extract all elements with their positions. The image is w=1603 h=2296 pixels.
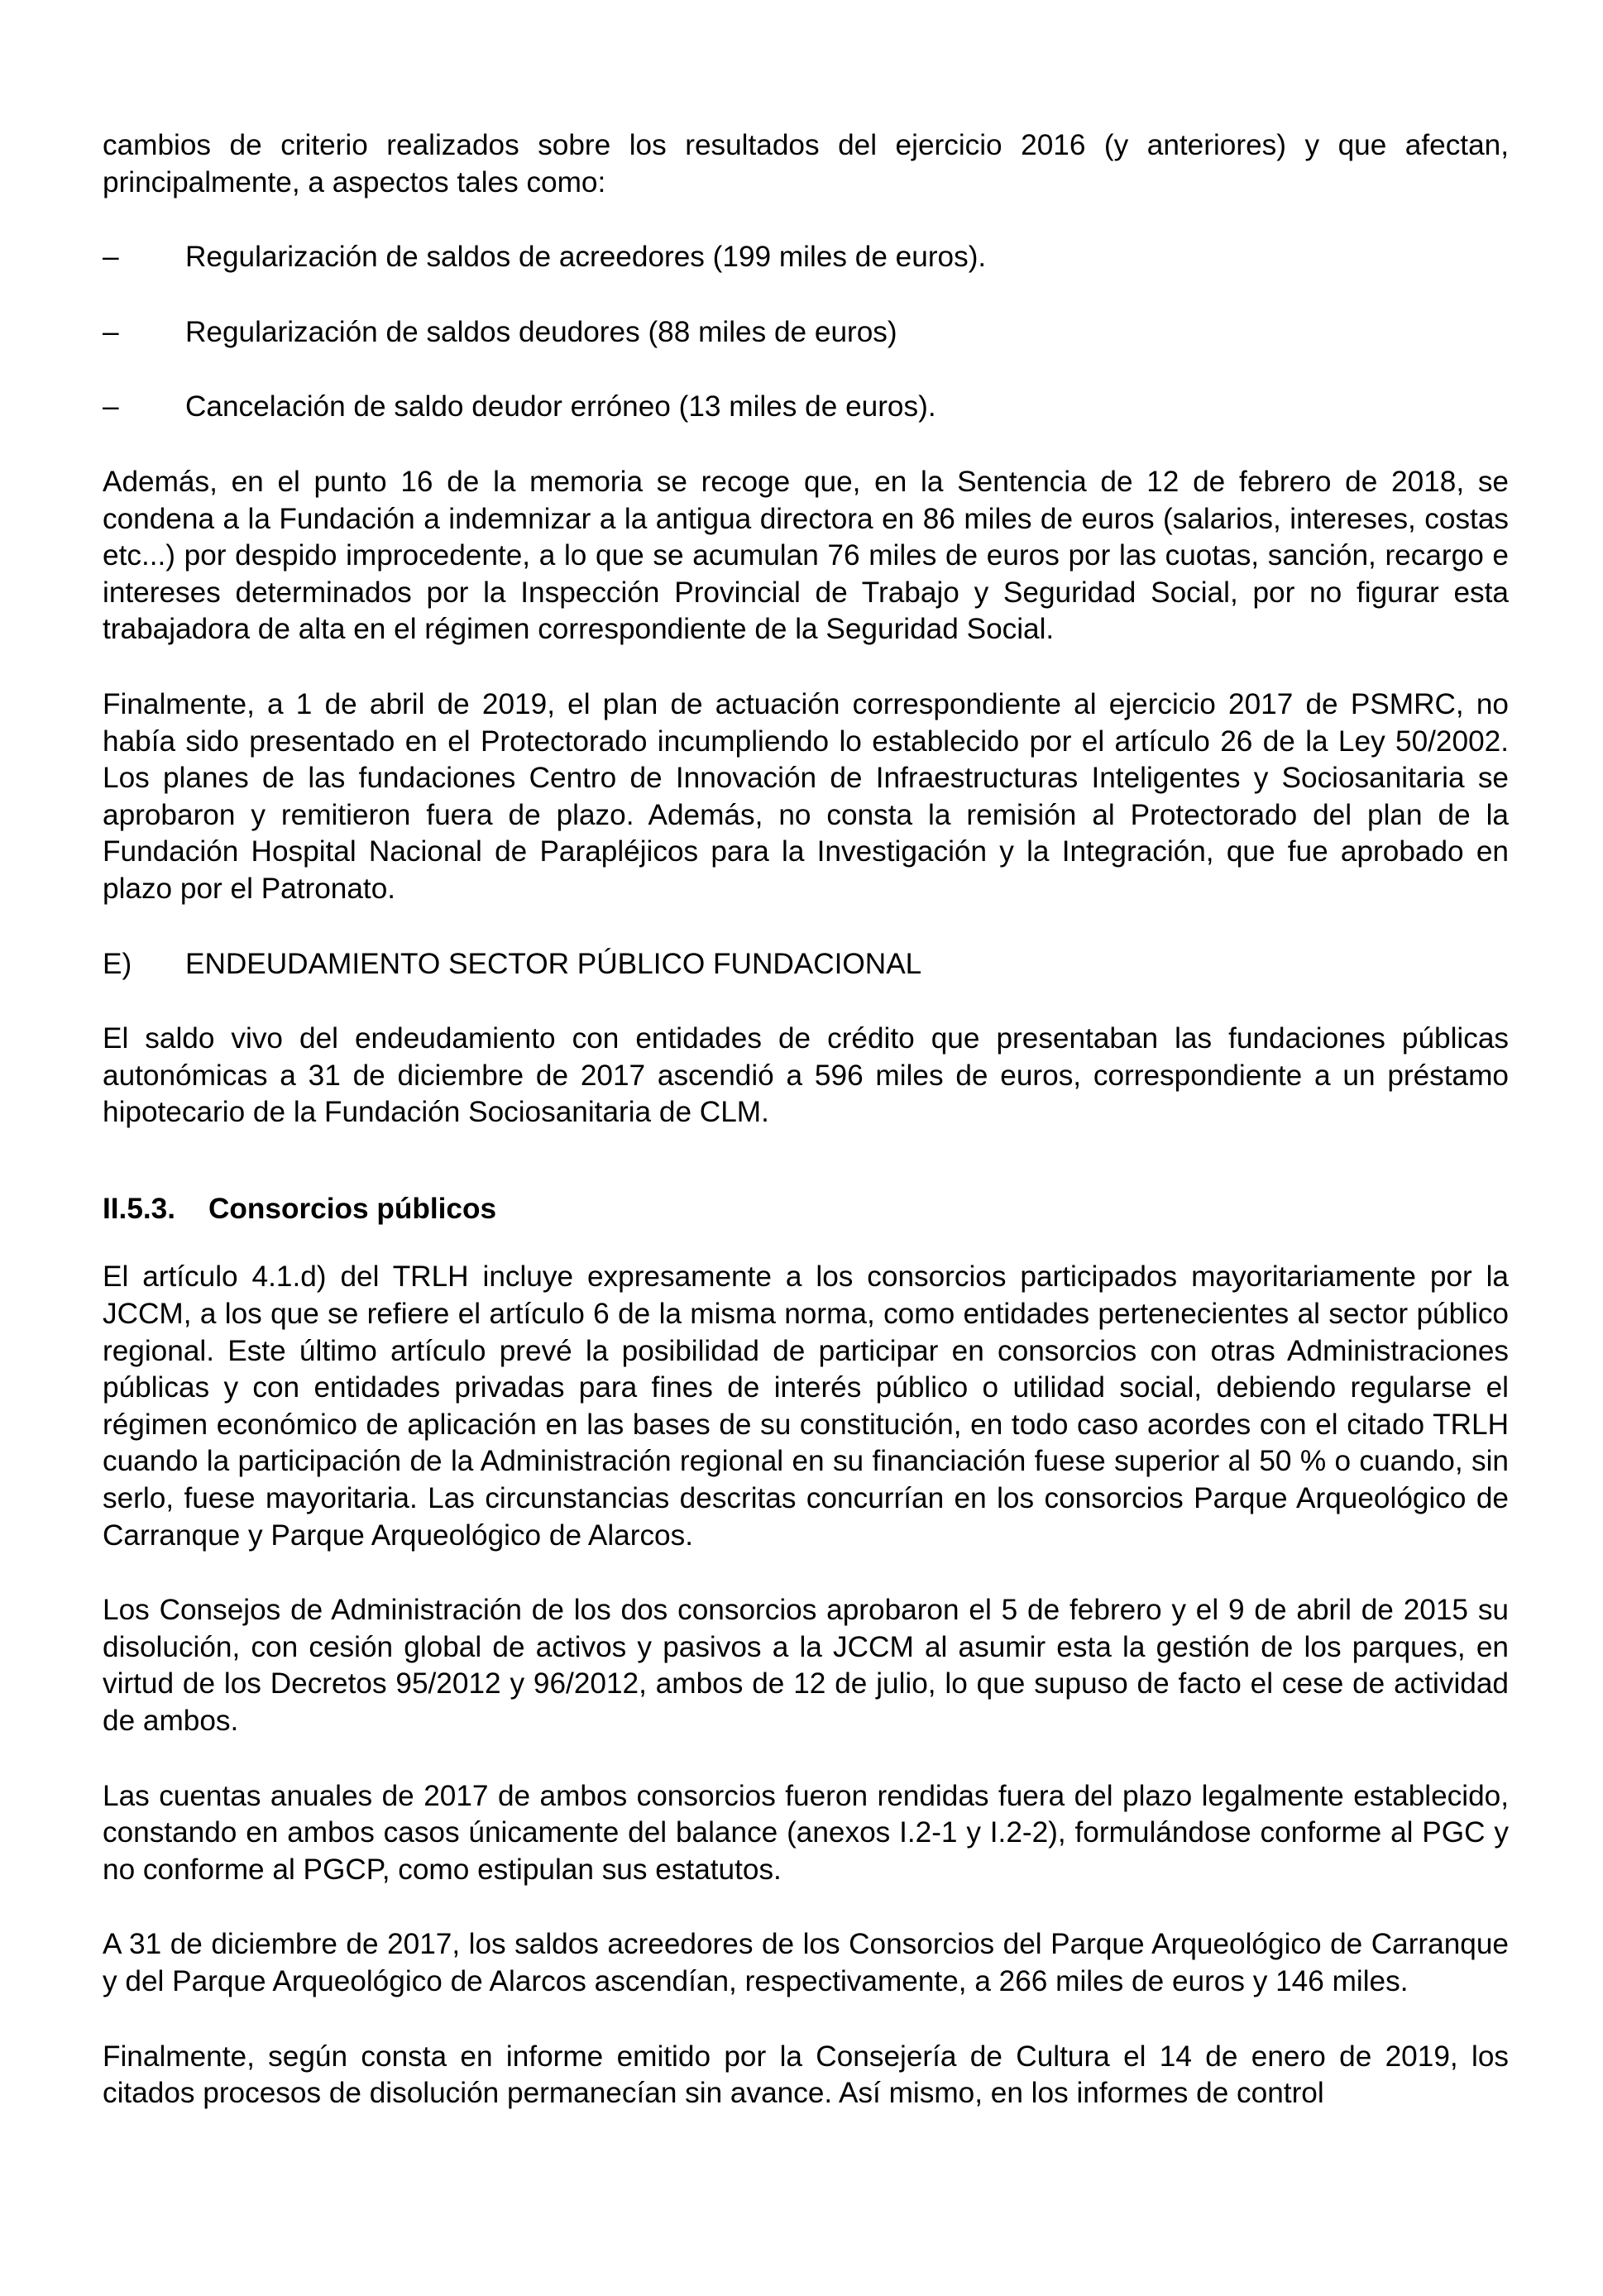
dash-marker: – <box>103 241 119 274</box>
list-item <box>103 239 1509 276</box>
intro-paragraph: cambios de criterio realizados sobre los resultados del ejercicio 2016 (y anteriores) y que afectan, principalmente, a aspectos tales como: <box>103 129 1509 199</box>
saldos-paragraph: A 31 de diciembre de 2017, los saldos acreedores de los Consorcios del Parque Arqueológico de Carranque y del Parque Arqueológico de Alarcos ascendían, respectivamente, a 266 miles de euros y 146 miles. <box>103 1928 1509 1997</box>
section-letter: E) <box>103 947 132 980</box>
list-item <box>103 314 1509 352</box>
list-item-text: Regularización de saldos deudores (88 miles de euros) <box>185 315 897 348</box>
dash-marker: – <box>103 315 119 348</box>
plan-paragraph: Finalmente, a 1 de abril de 2019, el plan de actuación correspondiente al ejercicio 2017 de PSMRC, no había sido presentado en el Protectorado incumpliendo lo establecido por el artículo 26 de la Ley 50/2002. Los planes de las fundaciones Centro de Innovación de Infraestructuras Inteligentes y Sociosanitaria se aprobaron y remitieron fuera de plazo. Además, no consta la remisión al Protectorado del plan de la Fundación Hospital Nacional de Parapléjicos para la Investigación y la Integración, que fue aprobado en plazo por el Patronato. <box>103 687 1509 905</box>
final-paragraph: Finalmente, según consta en informe emitido por la Consejería de Cultura el 14 de enero de 2019, los citados procesos de disolución permanecían sin avance. Así mismo, en los informes de control <box>103 2040 1509 2110</box>
trlh-paragraph: El artículo 4.1.d) del TRLH incluye expresamente a los consorcios participados mayoritariamente por la JCCM, a los que se refiere el artículo 6 de la misma norma, como entidades pertenecientes al sector público regional. Este último artículo prevé la posibilidad de participar en consorcios con otras Administraciones públicas y con entidades privadas para fines de interés público o utilidad social, debiendo regularse el régimen económico de aplicación en las bases de su constitución, en todo caso acordes con el citado TRLH cuando la participación de la Administración regional en su financiación fuese superior al 50 % o cuando, sin serlo, fuese mayoritaria. Las circunstancias descritas concurrían en los consorcios Parque Arqueológico de Carranque y Parque Arqueológico de Alarcos. <box>103 1260 1509 1552</box>
dash-marker: – <box>103 390 119 423</box>
consejos-paragraph: Los Consejos de Administración de los dos consorcios aprobaron el 5 de febrero y el 9 de abril de 2015 su disolución, con cesión global de activos y pasivos a la JCCM al asumir esta la gestión de los parques, en virtud de los Decretos 95/2012 y 96/2012, ambos de 12 de julio, lo que supuso de facto el cese de actividad de ambos. <box>103 1594 1509 1737</box>
list-item-text: Regularización de saldos de acreedores (199 miles de euros). <box>185 241 987 274</box>
list-item-text: Cancelación de saldo deudor erróneo (13 miles de euros). <box>185 390 936 423</box>
endeudamiento-paragraph: El saldo vivo del endeudamiento con entidades de crédito que presentaban las fundaciones públicas autonómicas a 31 de diciembre de 2017 ascendió a 596 miles de euros, correspondiente a un préstamo hipotecario de la Fundación Sociosanitaria de CLM. <box>103 1022 1509 1129</box>
section-title: ENDEUDAMIENTO SECTOR PÚBLICO FUNDACIONAL <box>185 947 922 980</box>
section-e-heading <box>103 946 1509 983</box>
cuentas-paragraph: Las cuentas anuales de 2017 de ambos consorcios fueron rendidas fuera del plazo legalmente establecido, constando en ambos casos únicamente del balance (anexos I.2-1 y I.2-2), formulándose conforme al PGC y no conforme al PGCP, como estipulan sus estatutos. <box>103 1779 1509 1886</box>
subsection-number: II.5.3. <box>103 1192 176 1225</box>
subsection-heading <box>103 1191 1509 1228</box>
document-page <box>103 127 1509 2150</box>
memoria-paragraph: Además, en el punto 16 de la memoria se recoge que, en la Sentencia de 12 de febrero de 2018, se condena a la Fundación a indemnizar a la antigua directora en 86 miles de euros (salarios, intereses, costas etc...) por despido improcedente, a lo que se acumulan 76 miles de euros por las cuotas, sanción, recargo e intereses determinados por la Inspección Provincial de Trabajo y Seguridad Social, por no figurar esta trabajadora de alta en el régimen correspondiente de la Seguridad Social. <box>103 465 1509 646</box>
subsection-title: Consorcios públicos <box>208 1192 497 1225</box>
list-item <box>103 389 1509 426</box>
